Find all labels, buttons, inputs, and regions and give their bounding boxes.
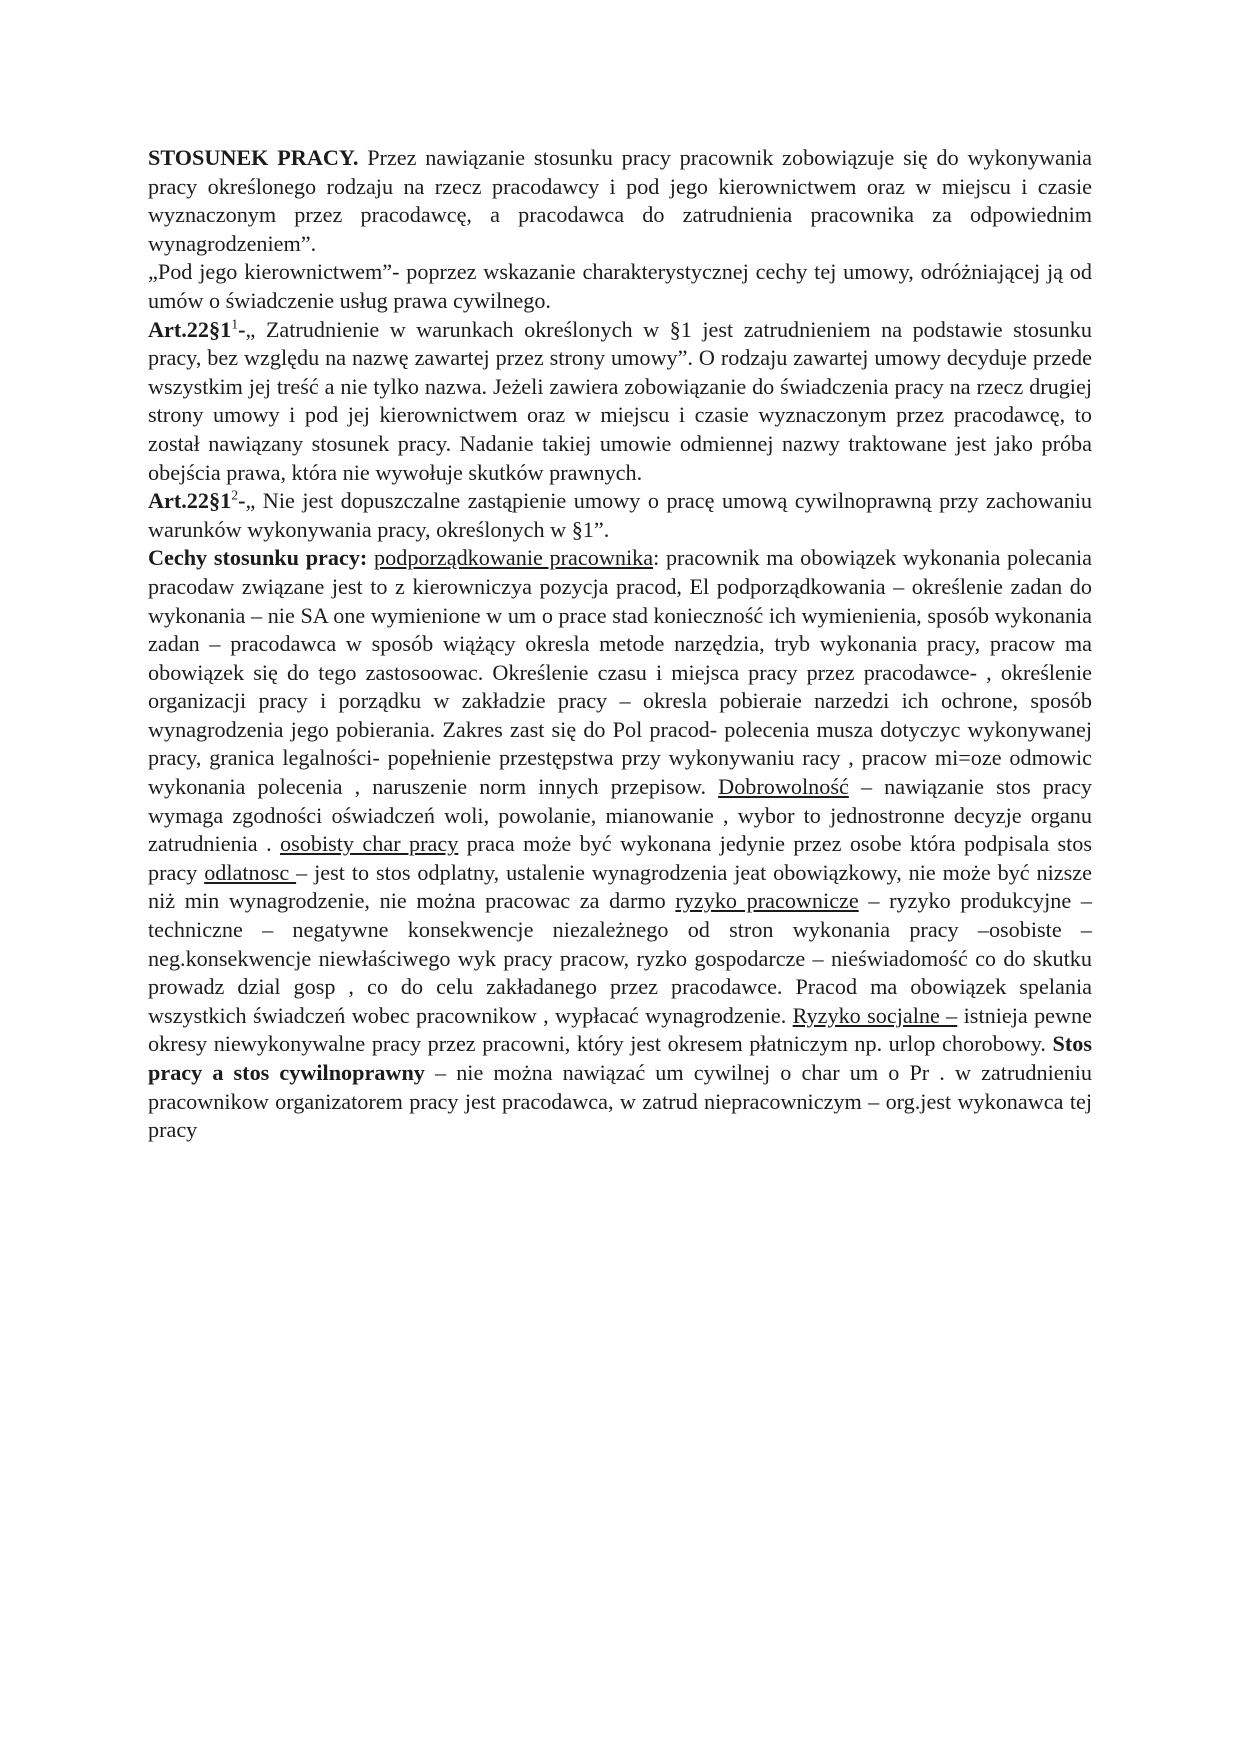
bold-text: - <box>238 488 246 514</box>
paragraph <box>148 144 1092 258</box>
document-body <box>148 144 1092 1145</box>
text-run: istnieja pewne okresy niewykonywalne pracy przez pracowni, który jest okresem płatniczym np. urlop chorobowy. <box>148 1002 1092 1057</box>
text-run: „ Nie jest dopuszczalne zastąpienie umowy o pracę umową cywilnoprawną przy zachowaniu warunków wykonywania pracy, określonych w §1”. <box>148 488 1092 542</box>
paragraph <box>148 258 1092 315</box>
text-run: praca może być wykonana jedynie przez osobe która podpisala stos pracy <box>148 831 1092 885</box>
superscript: 1 <box>231 316 239 332</box>
bold-text: Cechy stosunku pracy: <box>148 545 368 571</box>
text-run: – nie można nawiązać um cywilnej o char um o Pr . w zatrudnieniu pracownikow organizatorem pracy jest pracodawca, w zatrud niepracowniczym – org.jest wykonawca tej pracy <box>148 1060 1092 1143</box>
text-run: „Pod jego kierownictwem”- poprzez wskazanie charakterystycznej cechy tej umowy, odróżniającej ją od umów o świadczenie usług prawa cywilnego. <box>148 259 1092 313</box>
bold-text: - <box>238 316 246 342</box>
text-run: „ Zatrudnienie w warunkach określonych w §1 jest zatrudnieniem na podstawie stosunku pracy, bez względu na nazwę zawartej przez strony umowy”. O rodzaju zawartej umowy decyduje przede wszystkim jej treść a nie tylko nazwa. Jeżeli zawiera zobowiązanie do świadczenia pracy na rzecz drugiej strony umowy i pod jej kierownictwem oraz w miejscu i czasie wyznaczonym przez pracodawcę, to został nawiązany stosunek pracy. Nadanie takiej umowie odmiennej nazwy traktowane jest jako próba obejścia prawa, która nie wywołuje skutków prawnych. <box>148 316 1092 485</box>
superscript: 2 <box>231 487 239 503</box>
text-run: – ryzyko produkcyjne – techniczne – negatywne konsekwencje niezależnego od stron wykonania pracy –osobiste – neg.konsekwencje niewłaściwego wyk pracy pracow, ryzko gospodarcze – nieświadomość co do skutku prowadz dzial gosp , co do celu zakładanego przez pracodawce. Pracod ma obowiązek spelania wszystkich świadczeń wobec pracownikow , wypłacać wynagrodzenie. <box>148 888 1092 1028</box>
paragraph <box>148 544 1092 1144</box>
bold-text: STOSUNEK PRACY. <box>148 145 359 170</box>
bold-text: Art.22§1 <box>148 316 232 342</box>
underlined-text: odlatnosc <box>204 859 297 885</box>
paragraph <box>148 316 1092 488</box>
underlined-text: podporządkowanie pracownika <box>374 545 654 571</box>
underlined-text: ryzyko pracownicze <box>675 888 859 914</box>
text-run: : pracownik ma obowiązek wykonania polecania pracodaw związane jest to z kierowniczya pozycja pracod, El podporządkowania – określenie zadan do wykonania – nie SA one wymienione w um o prace stad konieczność ich wymienienia, sposób wykonania zadan – pracodawca w sposób wiążący okresla metode narzędzia, tryb wykonania pracy, pracow ma obowiązek się do tego zastosoowac. Określenie czasu i miejsca pracy przez pracodawce- , określenie organizacji pracy i porządku w zakładzie pracy – okresla pobieraie narzedzi ich ochrone, sposób wynagrodzenia jego pobierania. Zakres zast się do Pol pracod- polecenia musza dotyczyc wykonywanej pracy, granica legalności- popełnienie przestępstwa przy wykonywaniu racy , pracow mi=oze odmowic wykonania polecenia , naruszenie norm innych przepisow. <box>148 545 1093 800</box>
bold-text: Stos pracy a stos cywilnoprawny <box>148 1031 1092 1085</box>
text-run: – jest to stos odplatny, ustalenie wynagrodzenia jeat obowiązkowy, nie może być nizsze niż min wynagrodzenie, nie można pracowac za darmo <box>148 859 1092 914</box>
text-run: Przez nawiązanie stosunku pracy pracownik zobowiązuje się do wykonywania pracy określonego rodzaju na rzecz pracodawcy i pod jego kierownictwem oraz w miejscu i czasie wyznaczonym przez pracodawcę, a pracodawca do zatrudnienia pracownika za odpowiednim wynagrodzeniem”. <box>148 145 1092 256</box>
text-run: – nawiązanie stos pracy wymaga zgodności oświadczeń woli, powolanie, mianowanie , wybor to jednostronne decyzje organu zatrudnienia . <box>148 774 1093 857</box>
underlined-text: Ryzyko socjalne – <box>792 1002 958 1028</box>
underlined-text: Dobrowolność <box>718 774 849 800</box>
bold-text: Art.22§1 <box>148 488 232 514</box>
underlined-text: osobisty char pracy <box>280 831 459 857</box>
paragraph <box>148 487 1092 544</box>
